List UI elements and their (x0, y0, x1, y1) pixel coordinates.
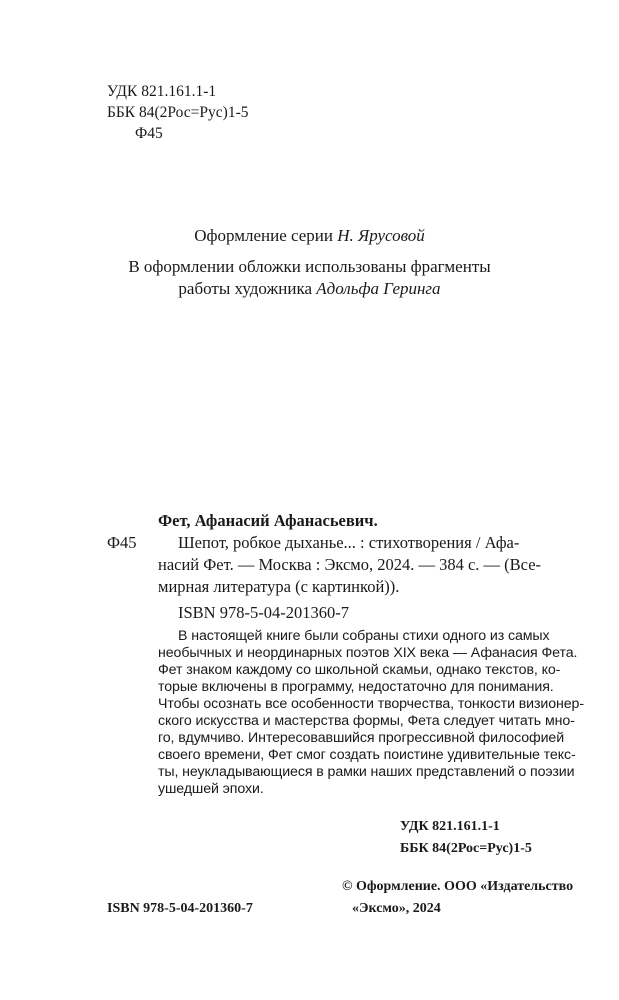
bottom-udk: УДК 821.161.1-1 (400, 819, 500, 834)
annotation-line: ушедшей эпохи. (158, 781, 264, 797)
footer-isbn: ISBN 978-5-04-201360-7 (107, 901, 253, 916)
annotation-line: торые включены в программу, недостаточно для понимания. (158, 679, 554, 695)
annotation-line: ского искусства и мастерства формы, Фета следует читать мно- (158, 713, 575, 729)
catalog-author-mark: Ф45 (107, 533, 137, 552)
annotation-line: необычных и неординарных поэтов XIX века — Афанасия Фета. (158, 645, 578, 661)
annotation-line: ты, неукладывающиеся в рамки наших представлений о поэзии (158, 764, 575, 780)
cover-artist: Адольфа Геринга (316, 279, 441, 298)
annotation-line: го, вдумчиво. Интересовавшийся прогрессивной философией (158, 730, 565, 746)
cover-credit-line1: В оформлении обложки использованы фрагменты (128, 257, 491, 276)
top-bbk: ББК 84(2Рос=Рус)1-5 (107, 104, 249, 121)
series-prefix: Оформление серии (194, 226, 333, 245)
catalog-desc-line3: мирная литература (с картинкой)). (158, 577, 400, 596)
catalog-desc-line1: Шепот, робкое дыханье... : стихотворения / Афа- (178, 533, 520, 552)
annotation-line: Фет знаком каждому со школьной скамьи, однако текстов, ко- (158, 662, 561, 678)
top-author-mark: Ф45 (135, 125, 163, 142)
series-design-credit (0, 226, 619, 246)
cover-prefix: работы художника (178, 279, 312, 298)
catalog-isbn: ISBN 978-5-04-201360-7 (178, 603, 349, 622)
annotation-line: Чтобы осознать все особенности творчества, тонкости визионер- (158, 696, 584, 712)
bottom-bbk: ББК 84(2Рос=Рус)1-5 (400, 841, 532, 856)
copyright-line1: © Оформление. ООО «Издательство (342, 879, 574, 894)
top-udk: УДК 821.161.1-1 (107, 83, 217, 100)
annotation-line: своего времени, Фет смог создать поистине удивительные текс- (158, 747, 576, 763)
copyright-line2: «Эксмо», 2024 (352, 901, 441, 916)
author-heading: Фет, Афанасий Афанасьевич. (158, 511, 378, 530)
cover-credit-line2 (0, 279, 619, 299)
catalog-desc-line2: насий Фет. — Москва : Эксмо, 2024. — 384 с. — (Все- (158, 555, 542, 574)
annotation-line: В настоящей книге были собраны стихи одного из самых (178, 628, 550, 644)
series-designer: Н. Ярусовой (337, 226, 425, 245)
